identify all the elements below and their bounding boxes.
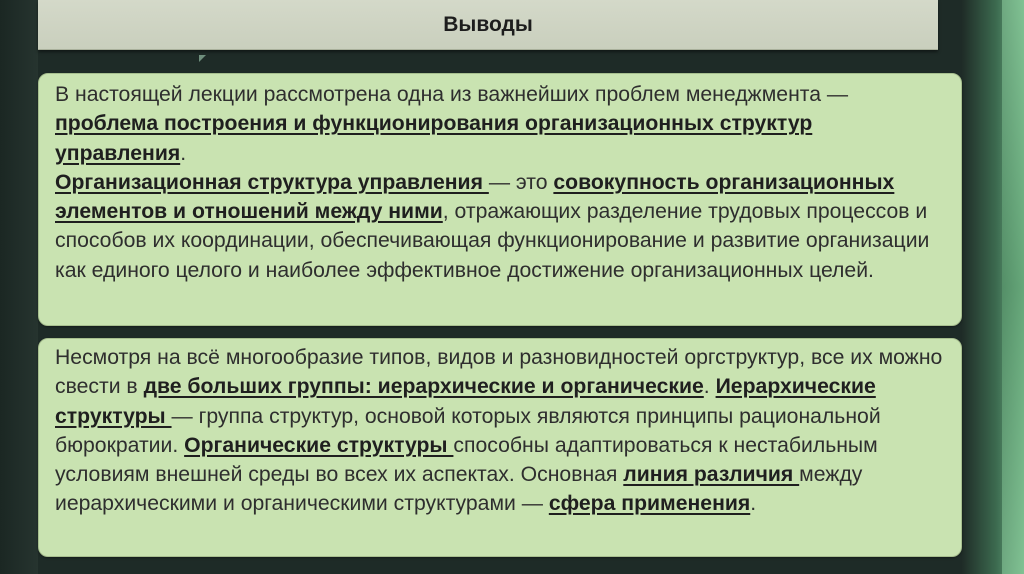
panel1-text-2: . bbox=[180, 141, 187, 165]
panel1-highlight-definition: совокупность организационных элементов и отношений между ними bbox=[55, 170, 895, 224]
panel1-highlight-definition-term: Организационная структура управления bbox=[55, 170, 489, 194]
panel2-highlight-scope: сфера применения bbox=[548, 492, 751, 516]
panel1-text-1: В настоящей лекции рассмотрена одна из важнейших проблем менеджмента — bbox=[55, 83, 849, 106]
panel2-text-6: . bbox=[750, 492, 757, 516]
panel2-text-2: . bbox=[703, 375, 716, 399]
panel2-text-1: Несмотря на всё многообразие типов, видов и разновидностей оргструктур, все их можно свести в bbox=[55, 346, 943, 399]
panel2-highlight-difference: линия различия bbox=[623, 463, 800, 487]
conclusion-panel-1 bbox=[38, 73, 962, 326]
title-bar bbox=[38, 0, 938, 50]
panel2-highlight-groups: две больших группы: иерархические и органические bbox=[143, 375, 704, 399]
panel2-highlight-hierarchical: Иерархические структуры bbox=[55, 375, 876, 428]
corner-triangle-icon bbox=[199, 55, 206, 62]
panel1-text-3: — это bbox=[488, 170, 554, 194]
panel2-text-5: между иерархическими и органическими структурами — bbox=[55, 463, 863, 516]
left-decor-strip bbox=[0, 0, 38, 574]
panel2-text-3: — группа структур, основой которых являются принципы рациональной бюрократии. bbox=[55, 404, 881, 457]
panel2-highlight-organic: Органические структуры bbox=[184, 433, 454, 457]
panel2-text-4: способны адаптироваться к нестабильным условиям внешней среды во всех их аспектах. Основная bbox=[55, 433, 878, 487]
slide-title: Выводы bbox=[443, 12, 533, 36]
panel1-highlight-problem: проблема построения и функционирования организационных структур управления bbox=[55, 112, 813, 165]
panel1-text-4: , отражающих разделение трудовых процессов и способов их координации, обеспечивающая функционирование и развитие организации как единого целого и наиболее эффективное достижение организационных целей. bbox=[55, 200, 930, 282]
right-glow-strip bbox=[1002, 0, 1024, 574]
conclusion-panel-2 bbox=[38, 338, 962, 557]
